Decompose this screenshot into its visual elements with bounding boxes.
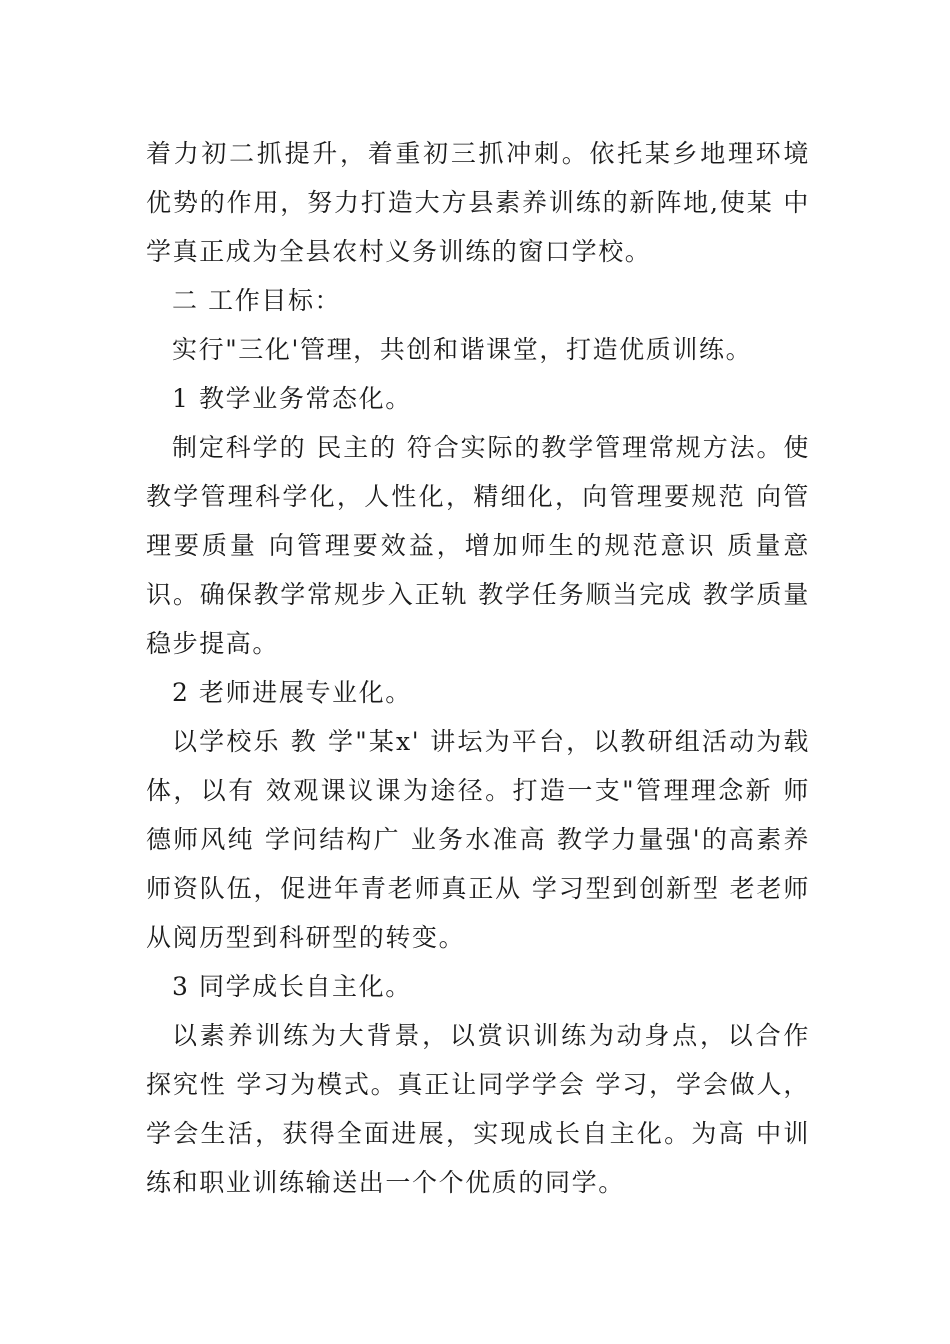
document-body	[146, 129, 810, 1207]
paragraph-student-growth: 以素养训练为大背景，以赏识训练为动身点，以合作探究性 学习为模式。真正让同学学会 学习，学会做人，学会生活，获得全面进展，实现成长自主化。为高 中训练和职业训练输送出一个个优质的同学。	[146, 1021, 810, 1197]
subheading-teacher-development: 2 老师进展专业化。	[172, 678, 412, 707]
paragraph-teaching-routine: 制定科学的 民主的 符合实际的教学管理常规方法。使教学管理科学化，人性化，精细化，向管理要规范 向管理要质量 向管理要效益，增加师生的规范意识 质量意识。确保教学常规步入正轨 教学任务顺当完成 教学质量稳步提高。	[146, 433, 810, 658]
section-heading-goals: 二 工作目标：	[172, 286, 342, 315]
subheading-teaching-routine: 1 教学业务常态化。	[172, 384, 412, 413]
paragraph-goals-summary: 实行"三化'管理，共创和谐课堂，打造优质训练。	[172, 335, 753, 364]
subheading-student-growth: 3 同学成长自主化。	[172, 972, 412, 1001]
paragraph-intro-continuation: 着力初二抓提升，着重初三抓冲刺。依托某乡地理环境优势的作用，努力打造大方县素养训练的新阵地,使某 中学真正成为全县农村义务训练的窗口学校。	[146, 139, 810, 266]
paragraph-teacher-development: 以学校乐 教 学"某x' 讲坛为平台，以教研组活动为载体，以有 效观课议课为途径。打造一支"管理理念新 师德师风纯 学问结构广 业务水准高 教学力量强'的高素养师资队伍，促进年青老师真正从 学习型到创新型 老老师从阅历型到科研型的转变。	[146, 727, 810, 952]
